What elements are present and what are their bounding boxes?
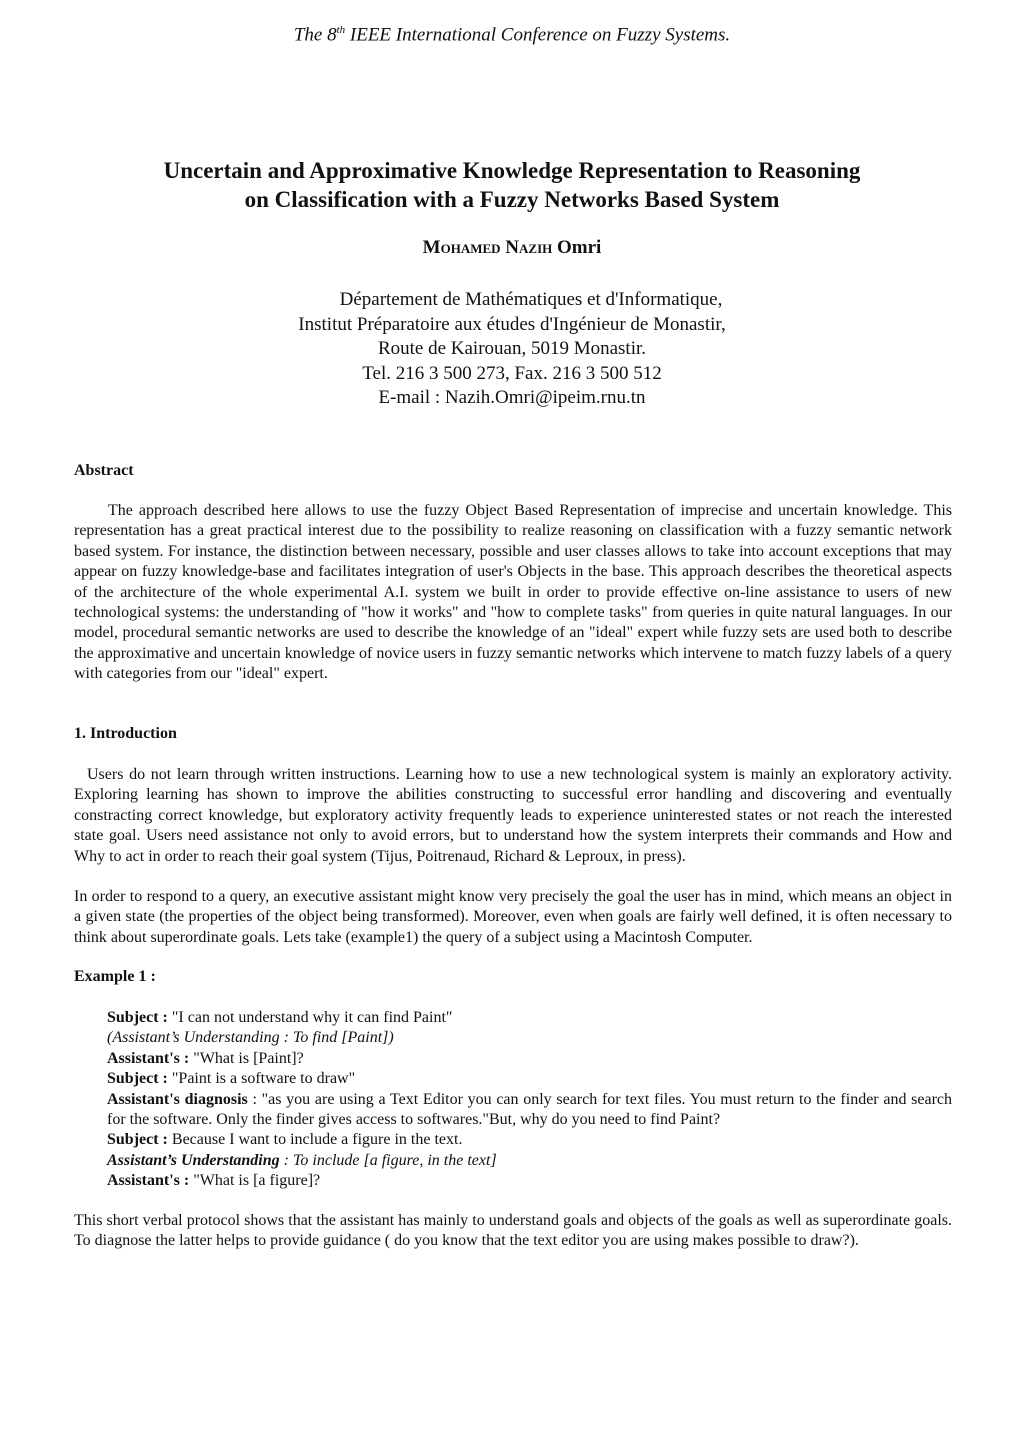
speaker-label: Assistant's : bbox=[107, 1049, 190, 1067]
speaker-label: Assistant's diagnosis bbox=[107, 1090, 248, 1108]
speaker-label: Assistant’s Understanding bbox=[107, 1151, 280, 1169]
example-heading: Example 1 : bbox=[74, 968, 156, 985]
abstract-heading: Abstract bbox=[74, 462, 134, 479]
affiliation-email: E-mail : Nazih.Omri@ipeim.rnu.tn bbox=[378, 387, 646, 408]
dialog-text: "I can not understand why it can find Paint" bbox=[167, 1009, 453, 1026]
author-last-name: Omri bbox=[557, 237, 602, 258]
conference-name-end: IEEE International Conference on Fuzzy Systems. bbox=[345, 24, 731, 46]
dialog-text: "What is [Paint]? bbox=[189, 1049, 304, 1067]
speaker-label: Assistant's : bbox=[107, 1172, 190, 1190]
affiliation-phone: Tel. 216 3 500 273, Fax. 216 3 500 512 bbox=[362, 362, 662, 384]
introduction-paragraph-1: Users do not learn through written instructions. Learning how to use a new technological system is mainly an exploratory activity. Exploring learning has shown to improve the abilities constructing to successful error handling and discovering and eventually constracting correct knowledge, but exploratory activity frequently leads to experience uninterested states or not reach the interested state goal. Users need assistance not only to avoid errors, but to understand how the system interprets their commands and How and Why to act in order to reach their goal system (Tijus, Poitrenaud, Richard & Leproux, in press). bbox=[74, 766, 952, 865]
dialog-text: : To include [a figure, in the text] bbox=[279, 1151, 497, 1169]
speaker-label: Subject : bbox=[107, 1009, 168, 1026]
speaker-label: Subject : bbox=[107, 1131, 168, 1149]
assistant-understanding: (Assistant’s Understanding : To find [Paint]) bbox=[107, 1029, 394, 1047]
conference-name-start: The 8 bbox=[293, 24, 337, 46]
title-line-2: on Classification with a Fuzzy Networks Based System bbox=[244, 187, 780, 212]
title-line-1: Uncertain and Approximative Knowledge Representation to Reasoning bbox=[163, 158, 861, 183]
conference-header bbox=[0, 24, 1024, 46]
author-name bbox=[0, 237, 1024, 259]
affiliation-department: Département de Mathématiques et d'Informatique, bbox=[339, 289, 723, 310]
dialog-line bbox=[107, 1008, 952, 1028]
closing-paragraph: This short verbal protocol shows that the assistant has mainly to understand goals and objects of the goals as well as superordinate goals. To diagnose the latter helps to provide guidance ( do you know that the text editor you are using makes possible to draw?). bbox=[74, 1212, 952, 1250]
dialog-line bbox=[107, 1028, 952, 1048]
affiliation-institute: Institut Préparatoire aux études d'Ingénieur de Monastir, bbox=[298, 313, 726, 335]
conference-ordinal-sup: th bbox=[336, 24, 346, 36]
affiliation-block bbox=[0, 288, 1024, 411]
dialog-text: "Paint is a software to draw" bbox=[167, 1070, 356, 1088]
dialog-line bbox=[107, 1069, 952, 1089]
introduction-paragraph-2: In order to respond to a query, an executive assistant might know very precisely the goal the user has in mind, which means an object in a given state (the properties of the object being transformed). Moreover, even when goals are fairly well defined, it is often necessary to think about superordinate goals. Lets take (example1) the query of a subject using a Macintosh Computer. bbox=[74, 888, 952, 946]
dialog-text: "What is [a figure]? bbox=[189, 1172, 321, 1190]
abstract-text: The approach described here allows to use the fuzzy Object Based Representation of imprecise and uncertain knowledge. This representation has a great practical interest due to the possibility to realize reasoning on classification with a fuzzy semantic network based system. For instance, the distinction between necessary, possible and user classes allows to take into account exceptions that may appear on fuzzy knowledge-base and facilitates integration of user's Objects in the base. This approach describes the theoretical aspects of the architecture of the whole experimental A.I. system we built in order to provide effective on-line assistance to users of new technological systems: the understanding of "how it works" and "how to complete tasks" from queries in quite natural languages. In our model, procedural semantic networks are used to describe the knowledge of an "ideal" expert while fuzzy sets are used both to describe the approximative and uncertain knowledge of novice users in fuzzy semantic networks which intervene to match fuzzy labels of a query with categories from our "ideal" expert. bbox=[74, 502, 952, 683]
paper-title bbox=[100, 156, 924, 214]
dialog-text: Because I want to include a figure in the text. bbox=[167, 1131, 463, 1149]
speaker-label: Subject : bbox=[107, 1070, 168, 1088]
introduction-heading: 1. Introduction bbox=[74, 725, 177, 742]
affiliation-address: Route de Kairouan, 5019 Monastir. bbox=[377, 338, 647, 359]
dialog-line bbox=[107, 1049, 952, 1069]
author-first-names: Mohamed Nazih bbox=[422, 237, 553, 258]
dialog-text: : "as you are using a Text Editor you can only search for text files. You must return to the finder and search for the software. Only the finder gives access to softwares."But, why do you need to find Paint? bbox=[107, 1090, 953, 1129]
dialog-line bbox=[107, 1130, 952, 1150]
example-dialog bbox=[107, 1008, 952, 1192]
dialog-line bbox=[107, 1151, 952, 1171]
dialog-line bbox=[107, 1171, 952, 1191]
dialog-line bbox=[107, 1090, 952, 1131]
